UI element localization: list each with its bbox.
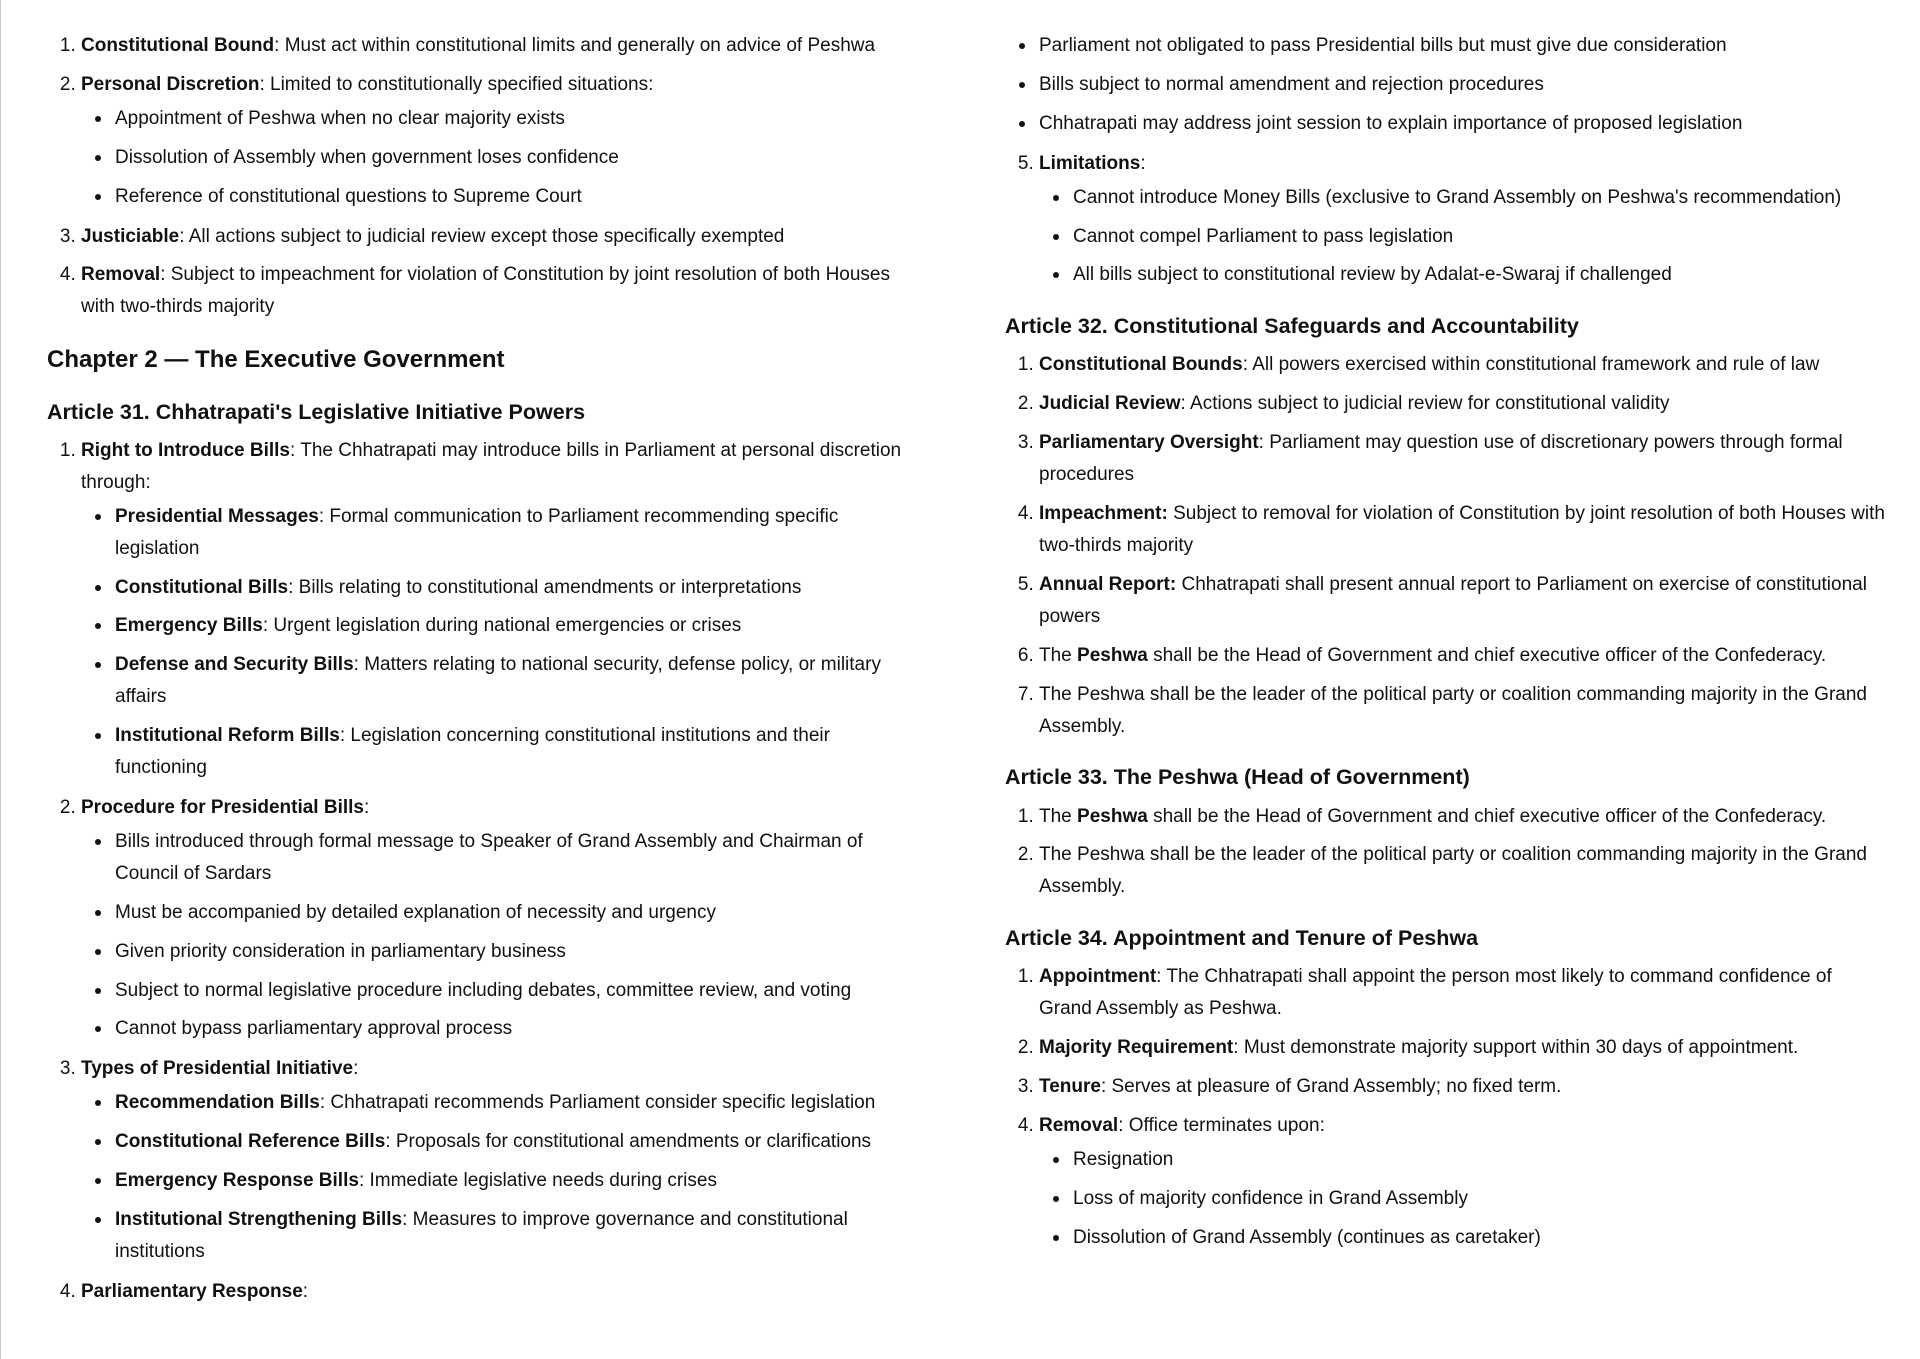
chapter-title: Chapter 2 — The Executive Government [47, 346, 505, 374]
list-item: 1. Appointment: The Chhatrapati shall appoint the person most likely to command confidence of Grand Assembly as Peshwa. [1039, 961, 1885, 1025]
list-item: 4. Parliamentary Response: [81, 1276, 905, 1308]
bullet-item: Bills subject to normal amendment and rejection procedures [1039, 69, 1885, 101]
list-item: 2. Judicial Review: Actions subject to judicial review for constitutional validity [1039, 388, 1885, 420]
article-34-title: Article 34. Appointment and Tenure of Peshwa [1005, 926, 1479, 951]
parliamentary-response-bullets [1005, 30, 1885, 140]
list-item: 1. Right to Introduce Bills: The Chhatrapati may introduce bills in Parliament at personal discretion through: Presidential Messages: Formal communication to Parliament recommending specific legislation Constitutional Bills: Bills relating to constitutional amendments or interpretations Emergency Bills: Urgent legislation during national emergencies or crises Defense and Security Bills: Matters relating to national security, defense policy, or military affairs Institutional Reform Bills: Legislation concerning constitutional institutions and their functioning [81, 435, 905, 784]
bullet-item: Resignation [1073, 1144, 1885, 1176]
article-31-list [47, 435, 905, 1308]
right-column [1005, 30, 1885, 1359]
bullet-item: Chhatrapati may address joint session to explain importance of proposed legislation [1039, 108, 1885, 140]
sub-list [81, 501, 905, 784]
top-list [47, 30, 905, 323]
list-item: 5. Annual Report: Chhatrapati shall present annual report to Parliament on exercise of constitutional powers [1039, 569, 1885, 633]
bullet-item: Reference of constitutional questions to Supreme Court [115, 181, 905, 213]
list-item: 4. Removal: Subject to impeachment for violation of Constitution by joint resolution of both Houses with two-thirds majority [81, 259, 905, 323]
sub-list [1039, 182, 1885, 292]
list-item: 1. The Peshwa shall be the Head of Government and chief executive officer of the Confederacy. [1039, 801, 1885, 833]
list-item: 4. Impeachment: Subject to removal for violation of Constitution by joint resolution of both Houses with two-thirds majority [1039, 498, 1885, 562]
bullet-item: Emergency Response Bills: Immediate legislative needs during crises [115, 1165, 905, 1197]
sub-list [81, 826, 905, 1045]
bullet-item: Loss of majority confidence in Grand Assembly [1073, 1183, 1885, 1215]
article-32-title: Article 32. Constitutional Safeguards and Accountability [1005, 314, 1579, 339]
list-item: 3. Types of Presidential Initiative: Recommendation Bills: Chhatrapati recommends Parliament consider specific legislation Constitutional Reference Bills: Proposals for constitutional amendments or clarifications Emergency Response Bills: Immediate legislative needs during crises Institutional Strengthening Bills: Measures to improve governance and constitutional institutions [81, 1053, 905, 1267]
bullet-item: Recommendation Bills: Chhatrapati recommends Parliament consider specific legislation [115, 1087, 905, 1119]
article-32-list [1005, 349, 1885, 742]
bullet-item: Bills introduced through formal message to Speaker of Grand Assembly and Chairman of Council of Sardars [115, 826, 905, 890]
list-item: 4. Removal: Office terminates upon: Resignation Loss of majority confidence in Grand Assembly Dissolution of Grand Assembly (continues as caretaker) [1039, 1110, 1885, 1254]
bullet-item: Emergency Bills: Urgent legislation during national emergencies or crises [115, 610, 905, 642]
bullet-item: Institutional Strengthening Bills: Measures to improve governance and constitutional institutions [115, 1204, 905, 1268]
bullet-item: Constitutional Reference Bills: Proposals for constitutional amendments or clarifications [115, 1126, 905, 1158]
bullet-item: Must be accompanied by detailed explanation of necessity and urgency [115, 897, 905, 929]
article-34-list [1005, 961, 1885, 1253]
list-item: 3. Tenure: Serves at pleasure of Grand Assembly; no fixed term. [1039, 1071, 1885, 1103]
list-item: 3. Justiciable: All actions subject to judicial review except those specifically exempted [81, 221, 905, 253]
sub-list [81, 1087, 905, 1268]
bullet-item: Cannot compel Parliament to pass legislation [1073, 221, 1885, 253]
list-item: 5. Limitations: Cannot introduce Money Bills (exclusive to Grand Assembly on Peshwa's recommendation) Cannot compel Parliament to pass legislation All bills subject to constitutional review by Adalat-e-Swaraj if challenged [1039, 148, 1885, 292]
bullet-item: Constitutional Bills: Bills relating to constitutional amendments or interpretations [115, 572, 905, 604]
list-item: 2. The Peshwa shall be the leader of the political party or coalition commanding majority in the Grand Assembly. [1039, 839, 1885, 903]
bullet-item: Dissolution of Grand Assembly (continues as caretaker) [1073, 1222, 1885, 1254]
sub-list [81, 103, 905, 213]
bullet-item: Appointment of Peshwa when no clear majority exists [115, 103, 905, 135]
bullet-item: Institutional Reform Bills: Legislation concerning constitutional institutions and their functioning [115, 720, 905, 784]
list-item: 6. The Peshwa shall be the Head of Government and chief executive officer of the Confederacy. [1039, 640, 1885, 672]
article-33-title: Article 33. The Peshwa (Head of Government) [1005, 765, 1470, 790]
list-item: 1. Constitutional Bound: Must act within constitutional limits and generally on advice of Peshwa [81, 30, 905, 62]
bullet-item: Given priority consideration in parliamentary business [115, 936, 905, 968]
bullet-item: Parliament not obligated to pass Presidential bills but must give due consideration [1039, 30, 1885, 62]
bullet-item: All bills subject to constitutional review by Adalat-e-Swaraj if challenged [1073, 259, 1885, 291]
list-item: 3. Parliamentary Oversight: Parliament may question use of discretionary powers through formal procedures [1039, 427, 1885, 491]
list-item: 1. Constitutional Bounds: All powers exercised within constitutional framework and rule of law [1039, 349, 1885, 381]
bullet-item: Presidential Messages: Formal communication to Parliament recommending specific legislation [115, 501, 905, 565]
document-page [1, 0, 1920, 1359]
article-33-list [1005, 801, 1885, 904]
list-item: 2. Procedure for Presidential Bills: Bills introduced through formal message to Speaker of Grand Assembly and Chairman of Council of Sardars Must be accompanied by detailed explanation of necessity and urgency Given priority consideration in parliamentary business Subject to normal legislative procedure including debates, committee review, and voting Cannot bypass parliamentary approval process [81, 792, 905, 1045]
limitations-list [1005, 148, 1885, 292]
bullet-item: Cannot introduce Money Bills (exclusive to Grand Assembly on Peshwa's recommendation) [1073, 182, 1885, 214]
left-column [47, 30, 905, 1359]
list-item: 7. The Peshwa shall be the leader of the political party or coalition commanding majority in the Grand Assembly. [1039, 679, 1885, 743]
list-item: 2. Personal Discretion: Limited to constitutionally specified situations: Appointment of Peshwa when no clear majority exists Dissolution of Assembly when government loses confidence Reference of constitutional questions to Supreme Court [81, 69, 905, 213]
sub-list [1039, 1144, 1885, 1254]
bullet-item: Dissolution of Assembly when government loses confidence [115, 142, 905, 174]
article-31-title: Article 31. Chhatrapati's Legislative Initiative Powers [47, 399, 586, 424]
list-item: 2. Majority Requirement: Must demonstrate majority support within 30 days of appointment. [1039, 1032, 1885, 1064]
bullet-item: Cannot bypass parliamentary approval process [115, 1013, 905, 1045]
bullet-item: Subject to normal legislative procedure including debates, committee review, and voting [115, 975, 905, 1007]
bullet-item: Defense and Security Bills: Matters relating to national security, defense policy, or military affairs [115, 649, 905, 713]
